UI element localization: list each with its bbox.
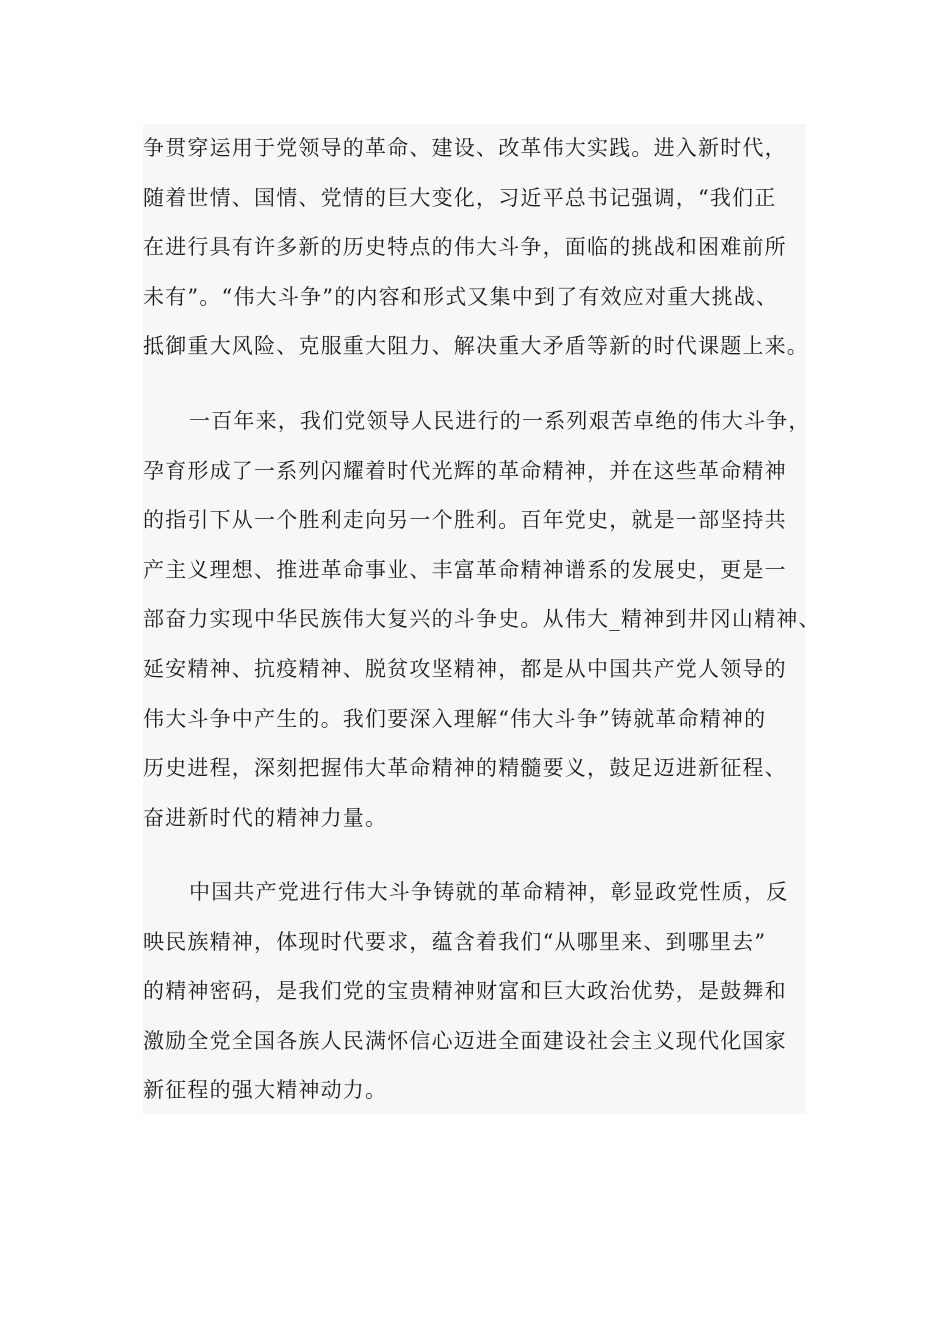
text-line: 中国共产党进行伟大斗争铸就的革命精神，彰显政党性质，反 [189, 880, 789, 904]
paragraph-1 [143, 124, 843, 372]
text-line: 的指引下从一个胜利走向另一个胜利。百年党史，就是一部坚持共 [143, 508, 787, 533]
text-line: 部奋力实现中华民族伟大复兴的斗争史。从伟大_精神到井冈山精神、 [143, 607, 821, 632]
text-line: 随着世情、国情、党情的巨大变化，习近平总书记强调，“我们正 [143, 185, 777, 210]
document-text-block [143, 124, 821, 1114]
text-line: 历史进程，深刻把握伟大革命精神的精髓要义，鼓足迈进新征程、 [143, 756, 787, 781]
text-line: 孕育形成了一系列闪耀着时代光辉的革命精神，并在这些革命精神 [143, 458, 787, 483]
text-line: 未有”。“伟大斗争”的内容和形式又集中到了有效应对重大挑战、 [143, 284, 779, 309]
text-line: 抵御重大风险、克服重大阻力、解决重大矛盾等新的时代课题上来。 [143, 334, 809, 359]
text-line: 延安精神、抗疫精神、脱贫攻坚精神，都是从中国共产党人领导的 [143, 656, 787, 681]
text-line: 映民族精神，体现时代要求，蕴含着我们“从哪里来、到哪里去” [143, 929, 767, 954]
text-line: 一百年来，我们党领导人民进行的一系列艰苦卓绝的伟大斗争， [189, 409, 811, 433]
text-line: 在进行具有许多新的历史特点的伟大斗争，面临的挑战和困难前所 [143, 235, 787, 260]
text-line: 伟大斗争中产生的。我们要深入理解“伟大斗争”铸就革命精神的 [143, 706, 767, 731]
paragraph-3 [143, 868, 843, 1116]
text-line: 产主义理想、推进革命事业、丰富革命精神谱系的发展史，更是一 [143, 557, 787, 582]
text-line: 争贯穿运用于党领导的革命、建设、改革伟大实践。进入新时代， [143, 136, 787, 160]
text-line: 的精神密码，是我们党的宝贵精神财富和巨大政治优势，是鼓舞和 [143, 979, 787, 1004]
paragraph-2 [143, 397, 843, 843]
text-line: 新征程的强大精神动力。 [143, 1078, 388, 1103]
text-line: 激励全党全国各族人民满怀信心迈进全面建设社会主义现代化国家 [143, 1028, 787, 1053]
text-line: 奋进新时代的精神力量。 [143, 805, 388, 830]
